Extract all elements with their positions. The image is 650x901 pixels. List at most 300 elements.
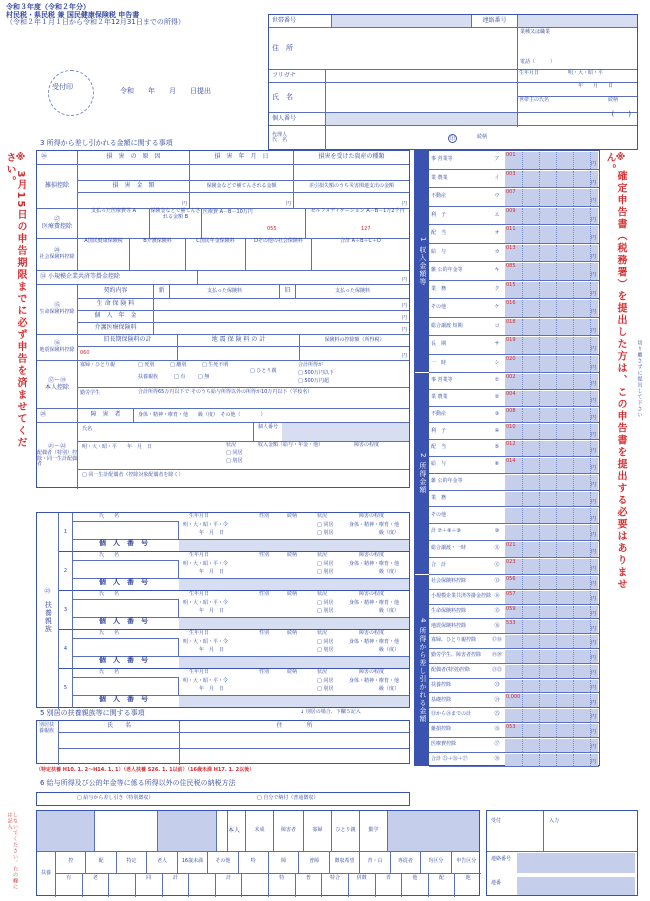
income-row (429, 524, 599, 541)
dep-cohab-check[interactable]: □ 同居 (317, 639, 334, 645)
income-row-code: 014 (506, 458, 516, 464)
quake-label: 地震保険料控除 (39, 347, 75, 354)
spouse-mynum-input[interactable] (282, 423, 409, 441)
support-yes-check[interactable]: □ 有 (174, 374, 186, 380)
income-row-label: 雑損控除 (431, 726, 452, 733)
dep-ymd[interactable]: 年 月 日 (199, 608, 225, 614)
old-long-label: 旧長期保険料の計 (77, 335, 177, 346)
income-row-input[interactable] (505, 542, 598, 557)
loss-note-label: 差引損失額のうち災害関連支出の金額 (293, 181, 409, 192)
income-row-input[interactable] (505, 391, 598, 406)
income-row-label: 事 営業等 (431, 377, 453, 384)
income-row (429, 281, 599, 300)
income-row-input[interactable] (505, 441, 598, 456)
income-row-input[interactable] (505, 189, 598, 206)
yen-label: 円 (590, 290, 596, 297)
dep-name-input[interactable] (73, 599, 179, 617)
dep-deg-types[interactable]: 身体・精神・療育・他 (349, 561, 400, 567)
income-row-input[interactable] (505, 694, 598, 707)
income-row-input[interactable] (505, 508, 598, 523)
medical-b-label[interactable]: 保険金などで補てんされる金額 B (149, 209, 201, 238)
dep-rel-label: 続柄 (287, 513, 298, 519)
income-row-input[interactable] (505, 739, 598, 752)
support-no-check[interactable]: □ 無 (198, 374, 210, 380)
income-row-code: 001 (506, 152, 516, 158)
my-number-input[interactable] (325, 113, 517, 125)
dependent-index: 1 (59, 513, 73, 552)
yen-label: 円 (590, 684, 596, 691)
income-group-1-label: 1 収入金額等 (415, 151, 429, 373)
income-row-code: 016 (506, 300, 516, 306)
income-row-code: 004 (506, 390, 516, 397)
yen-label: 円 (590, 532, 596, 539)
income-row-key: ④ (494, 427, 500, 434)
income-row-code: 0,000 (506, 694, 521, 701)
office-col-header: 徴収希望 (329, 851, 359, 874)
income-row-key: ク (494, 285, 500, 292)
no14: ⑭ (40, 273, 47, 281)
income-row-input[interactable] (505, 709, 598, 722)
income-row-label: 地震保険料控除 (431, 622, 467, 629)
dep-sex-label: 性別 (259, 513, 270, 519)
contact-number-input[interactable] (517, 15, 637, 27)
dep-deg-types[interactable]: 身体・精神・療育・他 (349, 522, 400, 528)
yen-label: 円 (590, 581, 596, 588)
income-row-input[interactable] (505, 525, 598, 540)
dep-era[interactable]: 明・大・昭・平・令 (183, 561, 229, 567)
household-number-input[interactable] (331, 15, 471, 27)
income-row (429, 738, 599, 753)
soc-total-label[interactable]: 合計 A＋B＋C＋D (311, 239, 409, 270)
soc-a-label[interactable]: A国民健康保険税 (77, 239, 129, 270)
income-row-input[interactable] (505, 591, 598, 604)
section3-deductions (36, 150, 410, 488)
income-row (429, 575, 599, 590)
office-use-note: しないでください。右の欄には記入 (6, 812, 18, 890)
income-row-input[interactable] (505, 475, 598, 490)
section6-options (36, 792, 410, 806)
tax-office-notice: ※ 確定申告書（税務署）を提出した方は、この申告書を提出する必要はありません。 (604, 152, 626, 591)
office-col-header: 特定 (116, 851, 146, 874)
loss-cause-input[interactable] (77, 165, 189, 180)
yen-label: 円 (590, 161, 596, 167)
dep-birth-label: 生年月日 (189, 630, 210, 636)
sep-addr-input-2[interactable] (179, 749, 409, 765)
income-row-input[interactable] (505, 606, 598, 619)
agent-name-input[interactable] (325, 126, 517, 150)
office-col-sub: 配 (428, 874, 455, 897)
income-row-input[interactable] (505, 680, 598, 693)
income-row-label: 不動産 (431, 410, 447, 417)
dep-grade: 級（度） (379, 686, 400, 692)
yen-label: 円 (590, 414, 596, 421)
income-row-code: 015 (506, 281, 516, 288)
address-label: 住 所 (272, 43, 293, 52)
furigana-label: フリガナ (272, 71, 296, 79)
income-row-input[interactable] (505, 408, 598, 423)
dep-cohab-check[interactable]: □ 同居 (317, 600, 334, 606)
pension-label: 個 人 年 金 (77, 311, 153, 322)
bereave-check[interactable]: □ 死別 (138, 362, 155, 368)
pension-input[interactable]: 円 (153, 311, 409, 322)
dep-era[interactable]: 明・大・昭・平・令 (183, 522, 229, 528)
income-row (429, 679, 599, 694)
over500-check[interactable]: □ 500万円超 (298, 378, 329, 384)
dep-mynum-input[interactable] (179, 579, 409, 590)
income-row (429, 708, 599, 723)
office-box-3 (387, 811, 479, 851)
dep-deg-types[interactable]: 身体・精神・療育・他 (349, 678, 400, 684)
income-row-input[interactable] (505, 226, 598, 243)
unknown-check[interactable]: □ 生死不明 (202, 362, 229, 368)
income-row-input[interactable] (505, 263, 598, 280)
yen-label: 円 (590, 309, 596, 315)
spouse-name-input[interactable] (118, 423, 254, 441)
soc-b-label[interactable]: B介護保険料 (129, 239, 185, 270)
income-row-key: ③ (494, 410, 500, 417)
income-row-label: 総合譲渡 短期 (431, 322, 463, 329)
sep-dep-label: 別居扶養親族 (37, 721, 59, 765)
yen-label: 円 (590, 431, 596, 438)
income-row-key: シ (494, 359, 500, 366)
yen-label: 円 (590, 729, 596, 736)
income-row (429, 318, 599, 337)
dep-birth-label: 生年月日 (189, 513, 210, 519)
hon-label: 本人 (227, 811, 245, 851)
income-row-key: ⑥ (494, 461, 500, 468)
income-row-label: 業 務 (431, 285, 447, 292)
income-row-input[interactable] (505, 424, 598, 439)
income-row-key: ケ (494, 304, 500, 310)
income-row-key: イ (494, 174, 500, 181)
dep-name-label: 氏 名 (99, 552, 120, 558)
life-ins-input[interactable]: 円 (153, 299, 409, 310)
spouse-status-label: 状況 (226, 442, 237, 448)
dep-ymd[interactable]: 年 月 日 (199, 647, 225, 653)
yen-label: 円 (590, 566, 596, 573)
student-note[interactable]: 合計所得65万円以下で そのうち給与所得以外の所得が10万円以下（学校名） (138, 389, 313, 395)
dep-grade: 級（度） (379, 647, 400, 653)
income-row-label: 一 時 (431, 359, 447, 366)
birth-label: 生年月日 (519, 70, 540, 76)
sep-addr-input-1[interactable] (179, 733, 409, 748)
income-row (429, 390, 599, 407)
dep-name-input[interactable] (73, 560, 179, 578)
insurance-label: 保険金などで補てんされる金額 (189, 181, 293, 192)
income-row-input[interactable] (505, 319, 598, 336)
income-row (429, 151, 599, 170)
header-period: （令和２年１月１日から令和２年12月31日までの所得） (6, 18, 185, 27)
disabled-types[interactable]: 身体・精神・療育・他 級（度） その他（ ） (133, 409, 409, 422)
code-127: 127 (361, 226, 371, 232)
income-row (429, 619, 599, 634)
income-row-input[interactable] (505, 620, 598, 633)
yen-label: 円 (590, 179, 596, 186)
dep-era[interactable]: 明・大・昭・平・令 (183, 600, 229, 606)
name-input[interactable] (325, 83, 517, 112)
income-row-input[interactable] (505, 171, 598, 188)
same-life-check[interactable]: □ 同一生計配偶者（控除対象配偶者を除く） (82, 472, 184, 478)
dep-mynum-label: 個 人 番 号 (99, 695, 148, 703)
damage-amount-label: 損 害 金 額 (77, 181, 189, 192)
office-col-header: 申告区分 (451, 851, 481, 874)
income-row-label: 計 ⑦＋⑧＋⑨ (431, 528, 462, 535)
dep-sep-check[interactable]: □ 別居 (317, 647, 334, 653)
dep-mynum-input[interactable] (179, 657, 409, 668)
dep-ymd[interactable]: 年 月 日 (199, 686, 225, 692)
dep-mynum-input[interactable] (179, 696, 409, 707)
dep-deg-label: 障害の程度 (359, 552, 385, 558)
income-row-label: その他 (431, 304, 447, 310)
income-row-label: 総合譲渡・一時 (431, 545, 467, 552)
income-row-input[interactable] (505, 635, 598, 648)
income-panel (414, 150, 600, 766)
income-row (429, 507, 599, 524)
office-col-header: 16歳未満 (177, 851, 207, 874)
dep-cohab-check[interactable]: □ 同居 (317, 678, 334, 684)
receipt-stamp-circle (48, 70, 94, 116)
new-label: 新 (153, 285, 169, 298)
divorce-check[interactable]: □ 離別 (170, 362, 187, 368)
income-row-input[interactable] (505, 665, 598, 678)
income-row-input[interactable] (505, 724, 598, 737)
dep-era[interactable]: 明・大・昭・平・令 (183, 639, 229, 645)
income-row-label: 業 務 (431, 494, 447, 501)
section5-title: 5 別居の扶養親族等に関する事項 (40, 709, 145, 717)
income-row-code: 057 (506, 590, 516, 597)
yen-label: 円 (590, 670, 596, 677)
yen-label: 円 (590, 253, 596, 260)
self-medication-label[interactable]: セルフメディケーション A－B－1万2千円 (305, 209, 409, 238)
income-row-label: 社会保険料控除 (431, 578, 467, 585)
normal-collection-check[interactable]: □ 自分で納付（普通徴収） (257, 795, 319, 801)
dep-status-label: 状況 (317, 591, 328, 597)
office-col-header: 控 (55, 851, 85, 874)
loss-asset-label: 損害を受けた資産の種類 (293, 151, 409, 164)
dep-name-label: 氏 名 (99, 591, 120, 597)
income-row (429, 407, 599, 424)
paid-new-label[interactable]: 支払った保険料 (169, 285, 279, 298)
income-row-code: 056 (506, 576, 516, 582)
dep-mynum-label: 個 人 番 号 (99, 656, 148, 664)
deadline-notice: ※ 3月15日の申告期限までに必ず申告を済ませてください。 (4, 152, 26, 450)
income-row (429, 541, 599, 558)
care-label: 介護医療保険料 (77, 323, 153, 334)
medical-a-label[interactable]: 支払った医療費等 A (77, 209, 149, 238)
submit-date: 令和 年 月 日提出 (120, 87, 211, 95)
income-row-input[interactable] (505, 300, 598, 317)
occupation-phone-area[interactable] (517, 28, 637, 70)
medical-c-label[interactable]: 医療費 A－B－10万円 (201, 209, 305, 238)
spouse-sep-check[interactable]: □ 別居 (226, 458, 243, 464)
dep-name-input[interactable] (73, 521, 179, 539)
loss-cause-label: 損 害 の 原 因 (77, 151, 189, 164)
quake-ded-input[interactable]: 円 (299, 347, 409, 360)
dep-mynum-input[interactable] (179, 540, 409, 551)
no15: ⑮ (53, 302, 60, 310)
office-col-header: 配 (85, 851, 115, 874)
office-col-sub (241, 874, 268, 897)
sho-label: 障害者 (273, 811, 303, 851)
sep-name-input-2[interactable] (59, 749, 179, 765)
single-parent-check[interactable]: □ ひとり親 (250, 368, 277, 374)
income-row-input[interactable] (505, 754, 598, 767)
dep-sep-check[interactable]: □ 別居 (317, 686, 334, 692)
widow-label: 寡婦・ひとり親 (80, 362, 116, 368)
agent-name-label: 氏 名 (272, 137, 288, 143)
sep-name-input-1[interactable] (59, 733, 179, 748)
no20: ⑳ (40, 411, 47, 419)
dep-name-label: 氏 名 (99, 669, 120, 675)
income-row-label: 業 農業 (431, 174, 448, 181)
income-row-input[interactable] (505, 576, 598, 589)
yen-label: 円 (590, 549, 596, 556)
income-row-label: ⑬から㉔までの計 (431, 711, 472, 718)
under500-check[interactable]: □ 500万円以下 (298, 370, 334, 376)
dep-deg-types[interactable]: 身体・精神・療育・他 (349, 639, 400, 645)
income-row-key: ㉘ (494, 755, 500, 762)
phone-label: 電話（ ） (520, 59, 556, 65)
income-row-label: 業 農業 (431, 393, 448, 400)
office-col-header: 均区分 (420, 851, 450, 874)
income-row (429, 664, 599, 679)
spouse-cohab-check[interactable]: □ 同居 (226, 450, 243, 456)
office-use-block (36, 810, 480, 896)
dep-sep-check[interactable]: □ 別居 (317, 569, 334, 575)
dep-name-input[interactable] (73, 677, 179, 695)
income-row-input[interactable] (505, 356, 598, 373)
income-row-input[interactable] (505, 208, 598, 225)
dep-sep-check[interactable]: □ 別居 (317, 530, 334, 536)
office-col-sub: 同 (135, 874, 162, 897)
section5-note: ↓ 別居の場合、下欄５記入 (300, 709, 361, 715)
personal-info-block: 世帯番号 連絡番号 住 所 業種又は職業 電話（ ） フリガナ 生年月日 明・大・昭・平 年 月 日 氏 名 世帯主の氏名 続柄 ( ) 個人番号 代理人 氏 名 印 続柄 (268, 14, 638, 150)
office-col-sub: 有 (55, 874, 82, 897)
no17-19: ⑰～⑲ (47, 376, 66, 384)
insurance-input[interactable]: 円 (189, 193, 293, 208)
dependent-index: 2 (59, 552, 73, 591)
dep-era[interactable]: 明・大・昭・平・令 (183, 678, 229, 684)
sep-addr-label: 住 所 (179, 721, 409, 732)
loss-note-input[interactable]: 円 (293, 193, 409, 208)
income-row-key: ⑭ (494, 592, 500, 599)
income-row-input[interactable] (505, 559, 598, 574)
no23: ㉓ (44, 587, 51, 595)
soc-d-label[interactable]: Dその他の社会保険料 (245, 239, 311, 270)
loss-asset-input[interactable] (293, 165, 409, 180)
income-row-label: 長 期 (431, 341, 447, 347)
special-collection-check[interactable]: □ 給与から差し引き（特別徴収） (77, 795, 154, 801)
income-row (429, 170, 599, 189)
quake-ded-label: 保険料の控除額（所得税） (299, 335, 409, 346)
medical-label: 医療費控除 (41, 222, 72, 230)
dep-ymd[interactable]: 年 月 日 (199, 530, 225, 536)
office-col-sub: 計 (215, 874, 242, 897)
soc-c-label[interactable]: C国民年金保険料 (185, 239, 245, 270)
office-col-sub (188, 874, 215, 897)
header-title: 村民税・県民税 兼 国民健康保険税 申告書 (6, 10, 140, 19)
dep-deg-label: 障害の程度 (359, 630, 385, 636)
office-col-header: 専従者 (390, 851, 420, 874)
dep-status-label: 状況 (317, 552, 328, 558)
spouse-name-label: 氏名 (82, 426, 93, 432)
dep-birth-label: 生年月日 (189, 591, 210, 597)
income-row-input[interactable] (505, 337, 598, 354)
income-row-key: ⑩ (494, 528, 500, 535)
income-row (429, 558, 599, 575)
office-col-sub: 計 (162, 874, 189, 897)
old-long-input[interactable] (77, 347, 177, 360)
yen-label: 円 (590, 714, 596, 721)
furigana-input[interactable] (325, 70, 517, 82)
income-row-key: キ (494, 267, 500, 273)
dep-sex-label: 性別 (259, 591, 270, 597)
office-col-sub: 特合 (321, 874, 348, 897)
office-col-header: 老人 (146, 851, 176, 874)
spouse-dis-label: 障害の程度 (354, 442, 380, 448)
yen-label: 円 (590, 640, 596, 647)
income-row (429, 590, 599, 605)
dep-cohab-check[interactable]: □ 同居 (317, 561, 334, 567)
damage-amount-input[interactable]: 円 (77, 193, 189, 208)
income-row-input[interactable] (505, 492, 598, 507)
income-row-input[interactable] (505, 245, 598, 262)
income-row-label: 寡婦、ひとり親控除 (431, 637, 477, 644)
income-row-key (491, 491, 503, 507)
yen-label: 円 (590, 364, 596, 371)
code-055: 055 (267, 226, 277, 232)
birth-ymd: 年 月 日 (578, 83, 614, 89)
income-row-input[interactable] (505, 282, 598, 299)
dep-sep-check[interactable]: □ 別居 (317, 608, 334, 614)
office-col-sub: 併徴 (348, 874, 375, 897)
dep-ymd[interactable]: 年 月 日 (199, 569, 225, 575)
income-row-input[interactable] (505, 458, 598, 473)
income-row-code: 003 (506, 170, 516, 177)
care-input[interactable]: 円 (153, 323, 409, 334)
dep-mynum-input[interactable] (179, 618, 409, 629)
dep-mynum-label: 個 人 番 号 (99, 539, 148, 547)
quake-total-input[interactable] (177, 347, 299, 360)
dep-name-input[interactable] (73, 638, 179, 656)
income-row-key: オ (494, 230, 500, 236)
income-row (429, 440, 599, 457)
income-row-input[interactable] (505, 152, 598, 169)
small-biz-input[interactable]: 円 (197, 271, 409, 284)
income-row-key: サ (494, 341, 500, 347)
head-name-label: 世帯主の氏名 (519, 97, 550, 103)
income-row-code: 009 (506, 207, 516, 214)
loss-date-input[interactable] (189, 165, 293, 180)
income-row-key: ⑲⑳ (491, 652, 502, 659)
paid-old-label[interactable]: 支払った保険料 (295, 285, 409, 298)
spouse-birth[interactable]: 明・大・昭・平 年 月 日 (82, 444, 153, 450)
yen-label: 円 (590, 381, 596, 388)
income-row-code: 059 (506, 605, 516, 612)
income-limit-label: 合計所得が (298, 362, 324, 368)
support-label: 扶養親族 (138, 374, 159, 380)
dep-cohab-check[interactable]: □ 同居 (317, 522, 334, 528)
income-row-code: 013 (506, 244, 516, 251)
dep-deg-types[interactable]: 身体・精神・療育・他 (349, 600, 400, 606)
income-row-input[interactable] (505, 374, 598, 389)
income-row-label: 配偶者(特別)控除 (431, 666, 470, 673)
income-row-key: ② (494, 393, 500, 400)
income-row-input[interactable] (505, 650, 598, 663)
dep-mynum-label: 個 人 番 号 (99, 617, 148, 625)
code-060: 060 (80, 349, 90, 356)
person-ded-label: 本人控除 (44, 383, 69, 391)
